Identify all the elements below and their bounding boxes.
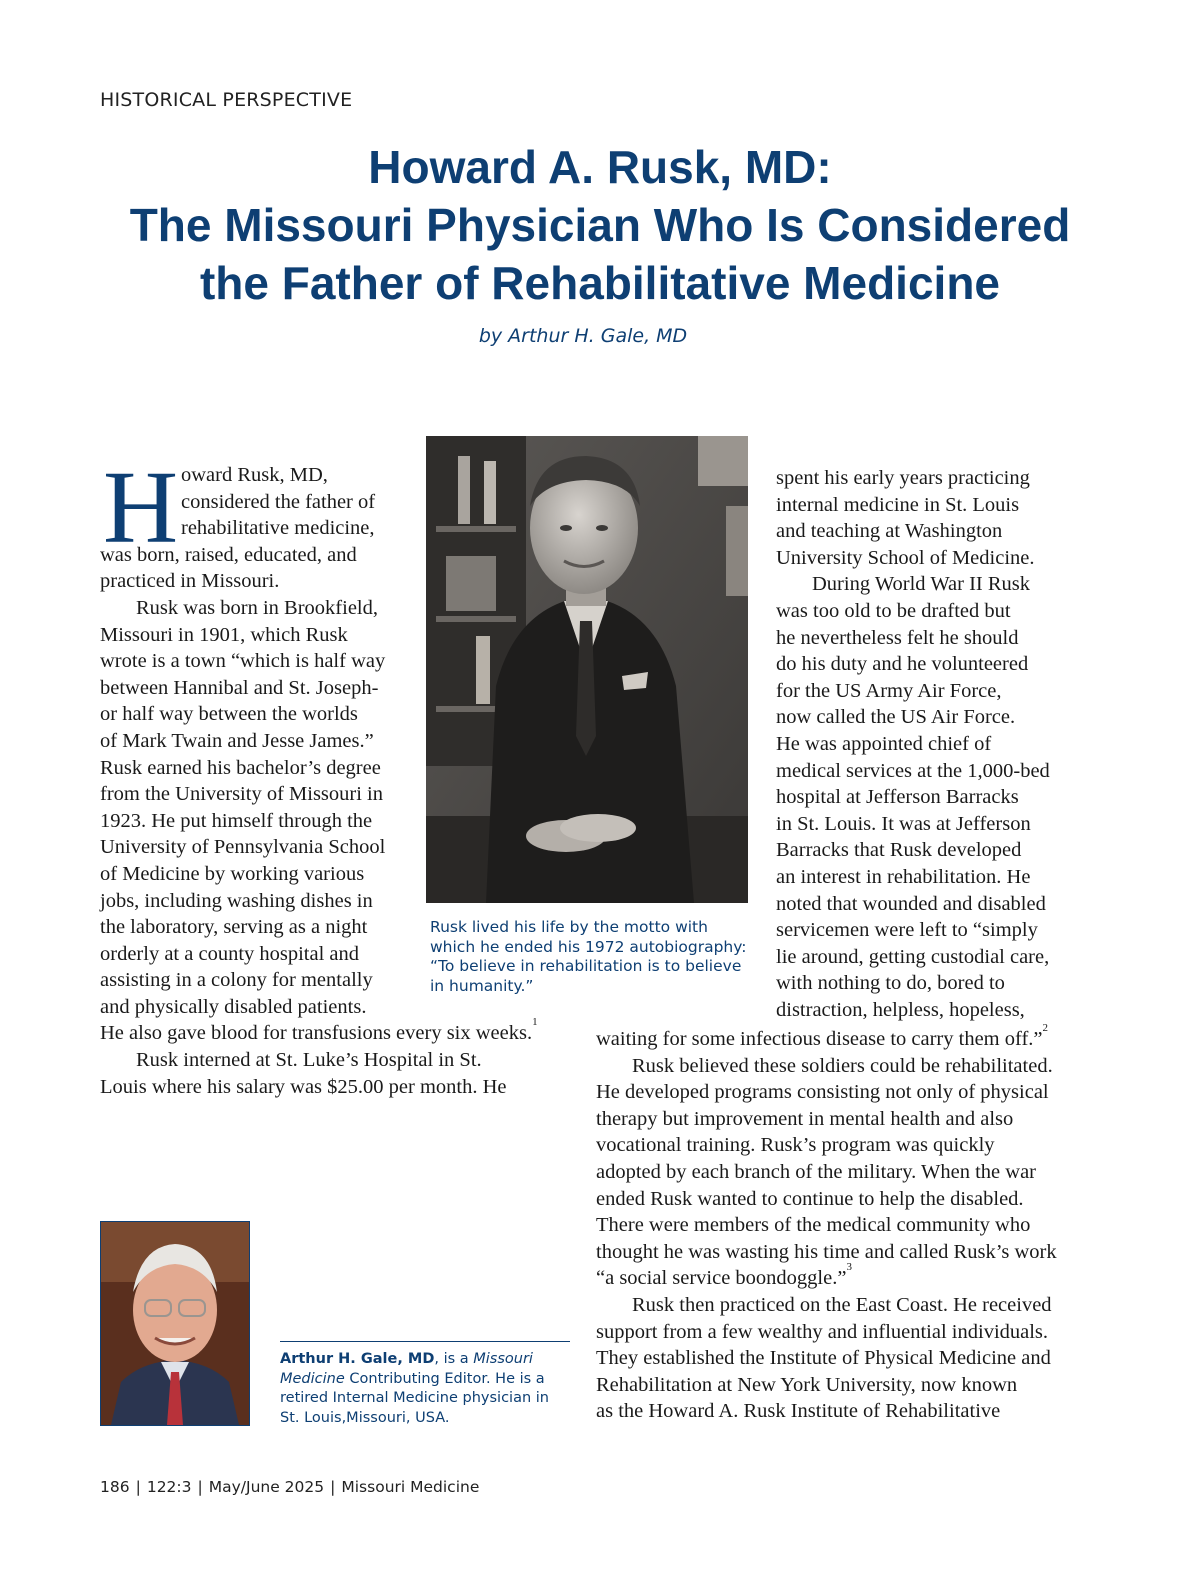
text-line: University School of Medicine. <box>776 546 1035 569</box>
article-title <box>60 138 1140 312</box>
text-line: Rusk believed these soldiers could be rehabilitated. <box>632 1054 1053 1077</box>
text-line: jobs, including washing dishes in <box>100 889 373 912</box>
text-line: wrote is a town “which is half way <box>100 650 386 673</box>
text-line: They established the Institute of Physical Medicine and <box>596 1347 1051 1370</box>
text-line: Rusk was born in Brookfield, <box>136 596 378 619</box>
text-line: practiced in Missouri. <box>100 570 280 593</box>
text-line: Louis where his salary was $25.00 per month. He <box>100 1075 507 1098</box>
text-line: internal medicine in St. Louis <box>776 493 1020 516</box>
section-label: HISTORICAL PERSPECTIVE <box>100 89 353 111</box>
text-line: was born, raised, educated, and <box>100 543 357 566</box>
footnote-ref: 2 <box>1042 1022 1048 1034</box>
text-line-content: “a social service boondoggle.” <box>596 1267 847 1290</box>
text-line: noted that wounded and disabled <box>776 892 1046 915</box>
text-line: or half way between the worlds <box>100 703 358 726</box>
text-line: therapy but improvement in mental health and also <box>596 1107 1014 1130</box>
journal-name: Missouri Medicine <box>341 1478 480 1496</box>
text-line: from the University of Missouri in <box>100 783 383 806</box>
text-line: for the US Army Air Force, <box>776 679 1002 702</box>
text-line: Rusk then practiced on the East Coast. He received <box>632 1293 1052 1316</box>
text-line: the laboratory, serving as a night <box>100 916 368 939</box>
text-line: lie around, getting custodial care, <box>776 945 1050 968</box>
author-portrait-illustration <box>101 1222 249 1425</box>
text-line-content: waiting for some infectious disease to carry them off.” <box>596 1028 1043 1050</box>
rusk-portrait-illustration <box>426 436 748 903</box>
text-line: he nevertheless felt he should <box>776 626 1019 649</box>
text-line: an interest in rehabilitation. He <box>776 865 1031 888</box>
page-number: 186 <box>100 1478 130 1496</box>
text-line: vocational training. Rusk’s program was quickly <box>596 1134 995 1157</box>
drop-cap: H <box>103 450 179 565</box>
text-line: adopted by each branch of the military. When the war <box>596 1160 1037 1183</box>
article-column-3 <box>596 1022 1057 1425</box>
text-line: hospital at Jefferson Barracks <box>776 786 1019 809</box>
footnote-ref: 1 <box>532 1016 538 1029</box>
text-line: support from a few wealthy and influential individuals. <box>596 1320 1049 1343</box>
photo-caption: Rusk lived his life by the motto with which he ended his 1972 autobiography: “To believe in rehabilitation is to believe in humanity.” <box>430 918 747 995</box>
text-line <box>596 1261 1057 1292</box>
text-line: He was appointed chief of <box>776 732 992 755</box>
text-line: orderly at a county hospital and <box>100 942 360 965</box>
text-line: oward Rusk, MD, <box>181 464 328 486</box>
text-line: University of Pennsylvania School <box>100 836 386 859</box>
text-line: medical services at the 1,000-bed <box>776 759 1050 782</box>
page-footer: 186 | 122:3 | May/June 2025 | Missouri Medicine <box>100 1478 480 1496</box>
text-line: assisting in a colony for mentally <box>100 969 373 992</box>
text-line: Rehabilitation at New York University, now known <box>596 1373 1018 1396</box>
text-line <box>100 1016 538 1047</box>
text-line: considered the father of <box>181 490 376 513</box>
text-line: During World War II Rusk <box>812 573 1031 596</box>
text-line: ended Rusk wanted to continue to help the disabled. <box>596 1187 1024 1210</box>
text-line: 1923. He put himself through the <box>100 809 373 832</box>
author-bio <box>280 1350 570 1428</box>
text-line: was too old to be drafted but <box>776 599 1011 622</box>
issue-number: 122:3 <box>146 1478 192 1496</box>
text-line: servicemen were left to “simply <box>776 919 1038 942</box>
text-line: There were members of the medical community who <box>596 1214 1031 1237</box>
text-line: of Medicine by working various <box>100 862 365 885</box>
text-line <box>596 1022 1057 1053</box>
text-line: Rusk earned his bachelor’s degree <box>100 756 381 779</box>
publication-name: Missouri Medicine <box>280 1351 533 1387</box>
footnote-ref: 3 <box>846 1261 852 1274</box>
text-line: and teaching at Washington <box>776 520 1003 543</box>
text-line-content: He also gave blood for transfusions every six weeks. <box>100 1022 533 1045</box>
bio-text-2: Contributing Editor. He is a retired Internal Medicine physician in St. Louis,Missouri, USA. <box>280 1370 549 1426</box>
text-line: with nothing to do, bored to <box>776 972 1005 995</box>
issue-date: May/June 2025 <box>208 1478 325 1496</box>
byline: by Arthur H. Gale, MD <box>478 325 688 347</box>
author-name: Arthur H. Gale, MD <box>280 1351 435 1367</box>
text-line: now called the US Air Force. <box>776 706 1016 729</box>
article-column-2 <box>776 465 1050 1023</box>
text-line: thought he was wasting his time and called Rusk’s work <box>596 1240 1057 1263</box>
title-line-3: the Father of Rehabilitative Medicine <box>199 257 1001 309</box>
rusk-portrait-photo <box>426 436 748 903</box>
title-line-1: Howard A. Rusk, MD: <box>368 141 832 193</box>
text-line: Rusk interned at St. Luke’s Hospital in St. <box>136 1049 482 1072</box>
text-line: Missouri in 1901, which Rusk <box>100 623 348 646</box>
text-line: do his duty and he volunteered <box>776 653 1029 676</box>
text-line: rehabilitative medicine, <box>181 517 375 540</box>
bio-divider <box>280 1341 570 1342</box>
text-line: Barracks that Rusk developed <box>776 839 1022 862</box>
text-line: between Hannibal and St. Joseph- <box>100 676 379 699</box>
text-line: distraction, helpless, hopeless, <box>776 998 1025 1021</box>
bio-text-1: , is a <box>434 1351 474 1367</box>
author-photo <box>100 1221 250 1426</box>
text-line: and physically disabled patients. <box>100 995 367 1018</box>
text-line: He developed programs consisting not only of physical <box>596 1081 1049 1104</box>
text-line: as the Howard A. Rusk Institute of Rehabilitative <box>596 1400 1001 1423</box>
text-line: of Mark Twain and Jesse James.” <box>100 729 374 752</box>
text-line: in St. Louis. It was at Jefferson <box>776 812 1031 835</box>
title-line-2: The Missouri Physician Who Is Considered <box>129 199 1071 251</box>
text-line: spent his early years practicing <box>776 467 1030 489</box>
